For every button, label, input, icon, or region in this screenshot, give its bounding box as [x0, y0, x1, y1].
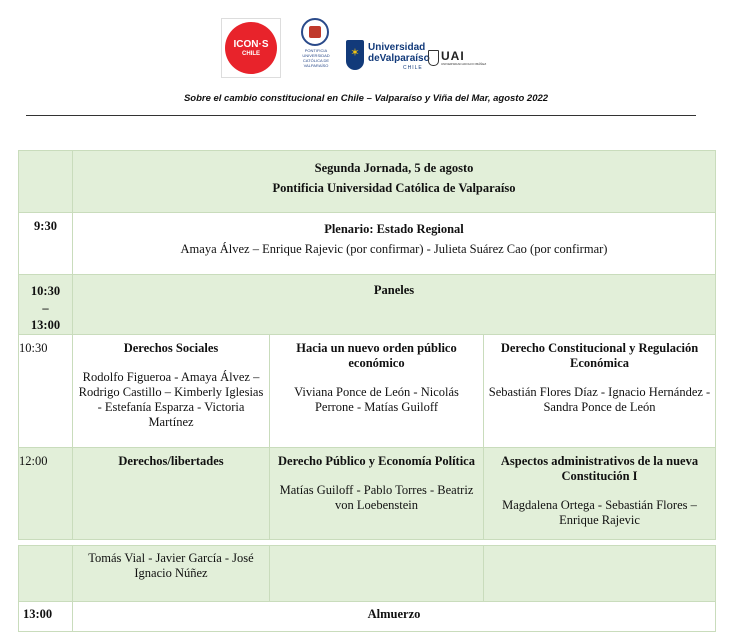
panel-title: Hacia un nuevo orden público económico [296, 341, 457, 370]
divider [26, 115, 696, 116]
document-subtitle: Sobre el cambio constitucional en Chile – Valparaíso y Viña del Mar, agosto 2022 [183, 93, 549, 104]
icons-chile-logo: ICON·S CHILE [221, 18, 281, 78]
panel-title: Derecho Público y Economía Política [278, 454, 475, 468]
plenario-row [19, 213, 716, 275]
time-cell: 9:30 [19, 213, 73, 275]
panel-speakers: Matías Guiloff - Pablo Torres - Beatriz von Loebenstein [279, 483, 474, 512]
session-row [19, 335, 716, 448]
day-title: Segunda Jornada, 5 de agosto [314, 161, 474, 175]
panel-title: Aspectos administrativos de la nueva Constitución I [500, 454, 699, 483]
time-cell: 10:30 [19, 335, 73, 448]
panel-speakers: Tomás Vial - Javier García - José Ignacio Núñez [88, 551, 254, 580]
pucv-logo: PONTIFICIA UNIVERSIDAD CATÓLICA DE VALPARAÍSO [299, 18, 333, 80]
paneles-title: Paneles [73, 275, 716, 335]
panel-speakers: Rodolfo Figueroa - Amaya Álvez – Rodrigo Castillo – Kimberly Iglesias - Estefanía Esparza - Victoria Martínez [78, 370, 264, 429]
panel-title: Derecho Constitucional y Regulación Económica [500, 341, 699, 370]
panel-speakers: Sebastián Flores Díaz - Ignacio Hernández - Sandra Ponce de León [488, 385, 711, 414]
almuerzo-title: Almuerzo [73, 602, 716, 632]
paneles-row [19, 275, 716, 335]
plenario-title: Plenario: Estado Regional [324, 222, 464, 236]
panel-title: Derechos Sociales [123, 341, 219, 355]
session-row [19, 448, 716, 540]
program-table [18, 150, 716, 540]
venue-title: Pontificia Universidad Católica de Valparaíso [272, 181, 516, 195]
continued-row [19, 546, 716, 602]
panel-title: Derechos/libertades [118, 454, 224, 468]
time-dash: – [42, 301, 49, 315]
plenario-speakers: Amaya Álvez – Enrique Rajevic (por confirmar) - Julieta Suárez Cao (por confirmar) [180, 242, 608, 256]
time-cell: 13:00 [19, 602, 73, 632]
uai-logo: UAI UNIVERSIDAD ADOLFO IBÁÑEZ [428, 50, 496, 72]
header-row [19, 151, 716, 213]
time-cell: 12:00 [19, 448, 73, 540]
panel-speakers: Magdalena Ortega - Sebastián Flores – Enrique Rajevic [502, 498, 697, 527]
universidad-de-valparaiso-logo: ✶ Universidad deValparaíso CHILE [346, 40, 426, 74]
time-end: 13:00 [30, 318, 61, 332]
time-start: 10:30 [30, 284, 61, 298]
program-table-continued [18, 545, 716, 632]
panel-speakers: Viviana Ponce de León - Nicolás Perrone - Matías Guiloff [294, 385, 459, 414]
almuerzo-row [19, 602, 716, 632]
logo-bar [0, 14, 732, 80]
